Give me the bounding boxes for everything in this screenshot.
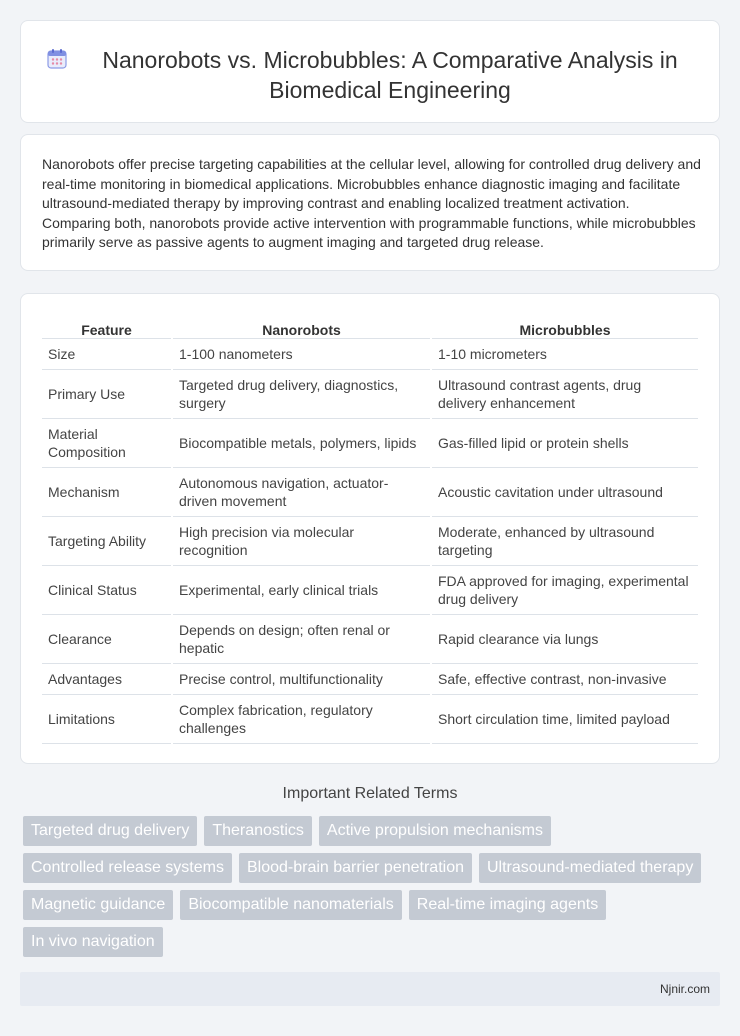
microbubbles-cell: Rapid clearance via lungs	[431, 614, 698, 663]
nanorobots-cell: 1-100 nanometers	[172, 338, 431, 369]
related-terms-list	[23, 816, 713, 957]
nanorobots-cell: Depends on design; often renal or hepatic	[172, 614, 431, 663]
comparison-table	[42, 316, 698, 744]
table-row	[42, 516, 698, 565]
microbubbles-cell: Safe, effective contrast, non-invasive	[431, 663, 698, 694]
column-header-nanorobots: Nanorobots	[172, 316, 431, 338]
microbubbles-cell: 1-10 micrometers	[431, 338, 698, 369]
nanorobots-cell: Autonomous navigation, actuator-driven movement	[172, 467, 431, 516]
column-header-microbubbles: Microbubbles	[431, 316, 698, 338]
title-wrap	[45, 45, 703, 105]
related-term-tag[interactable]: Real-time imaging agents	[409, 890, 606, 920]
nanorobots-cell: Complex fabrication, regulatory challenges	[172, 694, 431, 743]
nanorobots-cell: High precision via molecular recognition	[172, 516, 431, 565]
feature-cell: Clearance	[42, 614, 172, 663]
table-row	[42, 418, 698, 467]
microbubbles-cell: Acoustic cavitation under ultrasound	[431, 467, 698, 516]
related-term-tag[interactable]: Biocompatible nanomaterials	[180, 890, 401, 920]
related-term-tag[interactable]: Ultrasound-mediated therapy	[479, 853, 701, 883]
related-term-tag[interactable]: Theranostics	[204, 816, 312, 846]
feature-cell: Primary Use	[42, 369, 172, 418]
table-row	[42, 663, 698, 694]
feature-cell: Limitations	[42, 694, 172, 743]
microbubbles-cell: FDA approved for imaging, experimental drug delivery	[431, 565, 698, 614]
feature-cell: Material Composition	[42, 418, 172, 467]
related-term-tag[interactable]: Blood-brain barrier penetration	[239, 853, 472, 883]
nanorobots-cell: Experimental, early clinical trials	[172, 565, 431, 614]
microbubbles-cell: Moderate, enhanced by ultrasound targeting	[431, 516, 698, 565]
feature-cell: Targeting Ability	[42, 516, 172, 565]
feature-cell: Advantages	[42, 663, 172, 694]
nanorobots-cell: Targeted drug delivery, diagnostics, surgery	[172, 369, 431, 418]
table-row	[42, 467, 698, 516]
related-terms-heading: Important Related Terms	[282, 785, 458, 802]
microbubbles-cell: Ultrasound contrast agents, drug delivery enhancement	[431, 369, 698, 418]
table-row	[42, 614, 698, 663]
table-row	[42, 694, 698, 743]
intro-card	[20, 134, 720, 271]
related-term-tag[interactable]: In vivo navigation	[23, 927, 163, 957]
header-card	[20, 20, 720, 123]
related-term-tag[interactable]: Controlled release systems	[23, 853, 232, 883]
feature-cell: Size	[42, 338, 172, 369]
related-term-tag[interactable]: Targeted drug delivery	[23, 816, 197, 846]
table-row	[42, 565, 698, 614]
comparison-table-card	[20, 293, 720, 764]
page-title: Nanorobots vs. Microbubbles: A Comparative Analysis in Biomedical Engineering	[102, 47, 678, 103]
column-header-feature: Feature	[42, 316, 172, 338]
feature-cell: Clinical Status	[42, 565, 172, 614]
intro-paragraph: Nanorobots offer precise targeting capabilities at the cellular level, allowing for controlled drug delivery and real-time monitoring in biomedical applications. Microbubbles enhance diagnostic imaging and facilitate ultrasound-mediated therapy by improving contrast and enabling localized treatment activation. Comparing both, nanorobots provide active intervention with programmable functions, while microbubbles primarily serve as passive agents to augment imaging and targeted drug release.	[42, 156, 701, 251]
footer-site-link[interactable]: Njnir.com	[659, 982, 710, 996]
related-term-tag[interactable]: Active propulsion mechanisms	[319, 816, 551, 846]
footer	[20, 972, 720, 1006]
related-term-tag[interactable]: Magnetic guidance	[23, 890, 173, 920]
nanorobots-cell: Precise control, multifunctionality	[172, 663, 431, 694]
nanorobots-cell: Biocompatible metals, polymers, lipids	[172, 418, 431, 467]
table-row	[42, 369, 698, 418]
feature-cell: Mechanism	[42, 467, 172, 516]
table-row	[42, 338, 698, 369]
microbubbles-cell: Short circulation time, limited payload	[431, 694, 698, 743]
table-header-row	[42, 316, 698, 338]
microbubbles-cell: Gas-filled lipid or protein shells	[431, 418, 698, 467]
